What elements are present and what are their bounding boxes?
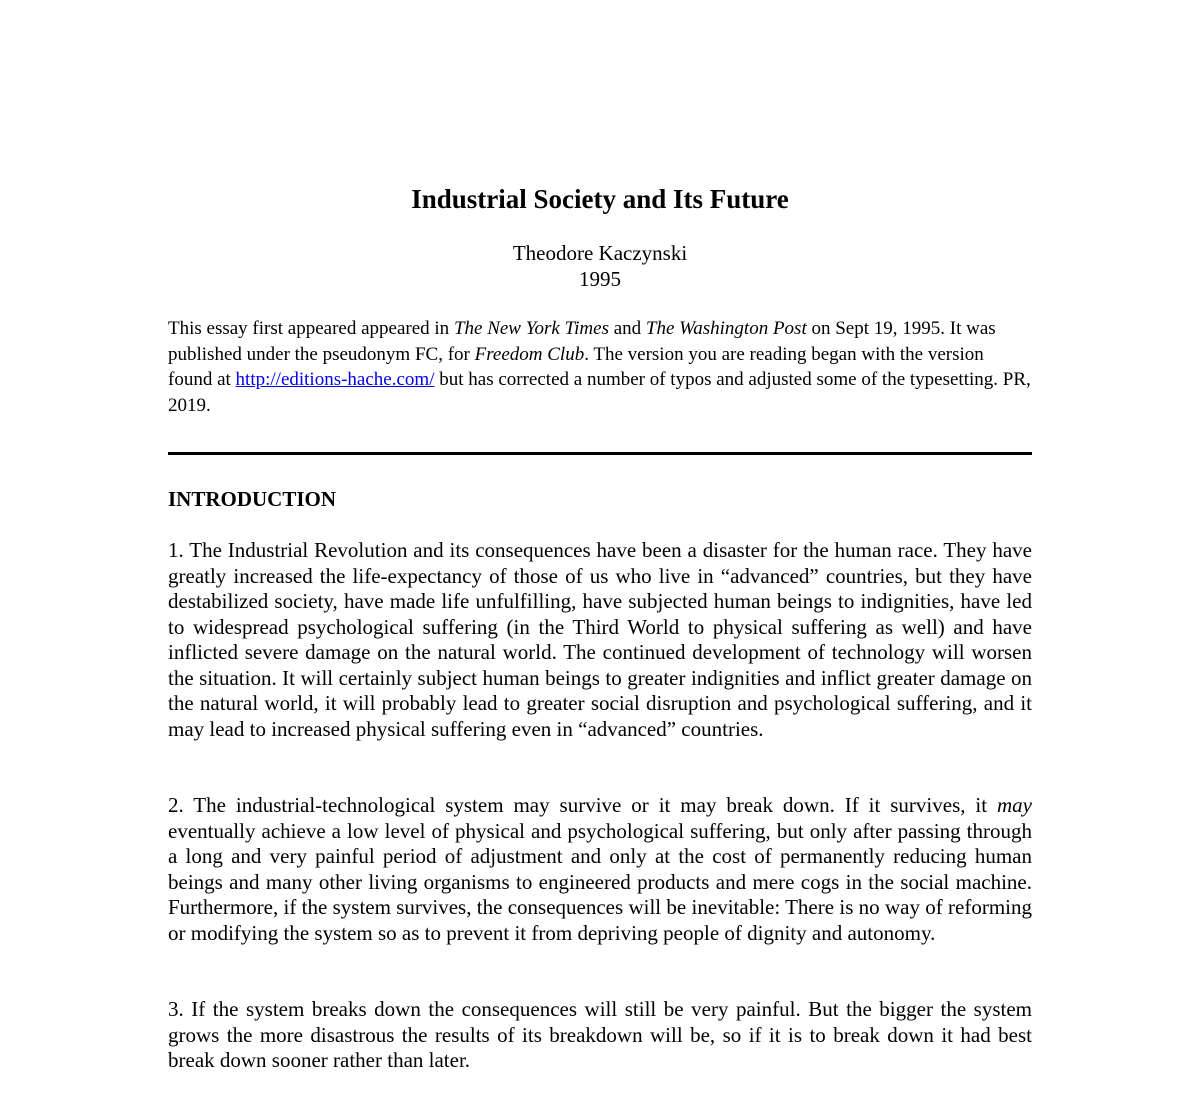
document-author: Theodore Kaczynski xyxy=(512,241,688,265)
note-text: and xyxy=(608,318,646,339)
document-title: Industrial Society and Its Future xyxy=(411,184,789,214)
emphasis-may: may xyxy=(997,793,1032,817)
paragraph-text: eventually achieve a low level of physical and psychological suffering, but only after passing through a long and very painful period of adjustment and only at the cost of permanently reducing human beings and many other living organisms to engineered products and mere cogs in the social machine. Furthermore, if the system survives, the consequences will be inevitable: There is no way of reforming or modifying the system so as to prevent it from depriving people of dignity and autonomy. xyxy=(168,818,1032,945)
paragraph-text: 2. The industrial-technological system may survive or it may break down. If it survives, it xyxy=(168,793,997,817)
note-freedom-club: Freedom Club xyxy=(474,343,585,365)
note-wapo: The Washington Post xyxy=(645,318,807,339)
section-heading-introduction: INTRODUCTION xyxy=(168,487,337,511)
paragraph-2 xyxy=(168,793,1032,946)
note-text: . The version you are reading began with the version found at xyxy=(168,343,984,390)
document-year: 1995 xyxy=(579,267,621,291)
horizontal-rule xyxy=(168,452,1032,455)
note-text: on Sept 19, 1995. It was published under the pseudonym FC, for xyxy=(168,318,996,365)
paragraph-1: 1. The Industrial Revolution and its consequences have been a disaster for the human race. They have greatly increased the life-expectancy of those of us who live in “advanced” countries, but they have destabilized society, have made life unfulfilling, have subjected human beings to indignities, have led to widespread psychological suffering (in the Third World to physical suffering as well) and have inflicted severe damage on the natural world. The continued development of technology will worsen the situation. It will certainly subject human beings to greater indignities and inflict greater damage on the natural world, it will probably lead to greater social disruption and psychological suffering, and it may lead to increased physical suffering even in “advanced” countries. xyxy=(168,538,1032,741)
note-text: but has corrected a number of typos and adjusted some of the typesetting. PR, 2019. xyxy=(168,369,1031,416)
source-link[interactable]: http://editions-hache.com/ xyxy=(235,369,435,390)
note-nyt: The New York Times xyxy=(453,318,609,339)
paragraph-3: 3. If the system breaks down the consequences will still be very painful. But the bigger the system grows the more disastrous the results of its breakdown will be, so if it is to break down it had best break down sooner rather than later. xyxy=(168,997,1032,1072)
note-text: This essay first appeared appeared in xyxy=(168,318,454,339)
publication-note xyxy=(168,316,1032,418)
